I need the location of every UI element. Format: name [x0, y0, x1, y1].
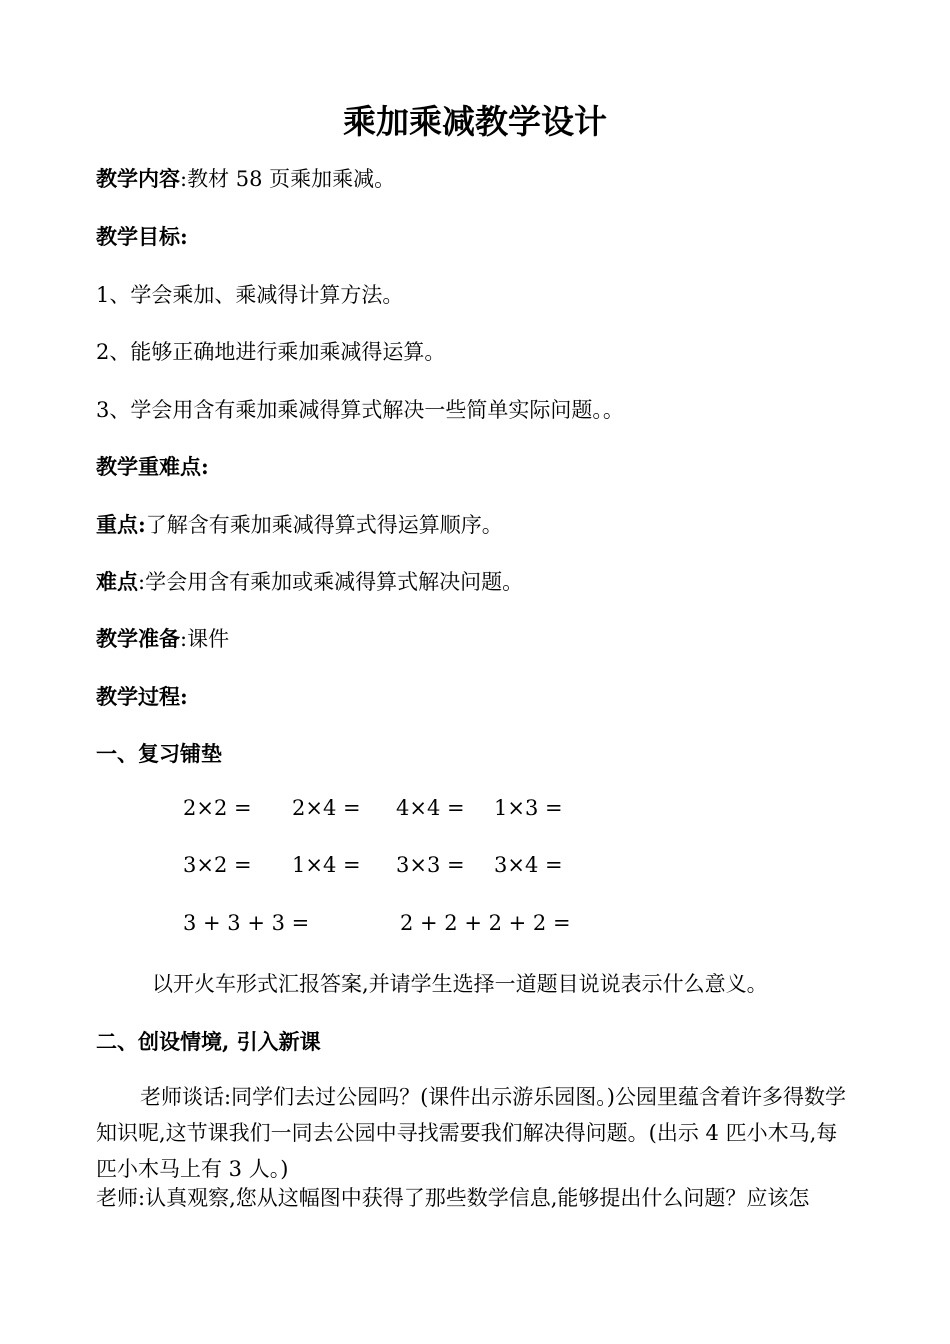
- objective-item-3: 3、学会用含有乘加乘减得算式解决一些简单实际问题。。: [96, 398, 624, 422]
- equation: 2×4 =: [292, 796, 361, 820]
- content-sep: :: [180, 167, 188, 191]
- preparation-text: 课件: [187, 627, 230, 651]
- equation: 3×3 =: [396, 853, 465, 877]
- process-label: 教学过程:: [96, 684, 188, 709]
- difficulty-sep: :: [138, 570, 146, 594]
- equation: 3×4 =: [494, 853, 563, 877]
- preparation-label: 教学准备: [96, 626, 180, 651]
- equation: 3 + 3 + 3 =: [183, 911, 310, 935]
- preparation-sep: :: [180, 627, 188, 651]
- section2-paragraph-1-text: 老师谈话:同学们去过公园吗？(课件出示游乐园图。)公园里蕴含着许多得数学知识呢,这节课我们一同去公园中寻找需要我们解决得问题。(出示 4 匹小木马,每匹小木马上有 3 人。): [96, 1085, 846, 1181]
- equation: 3×2 =: [183, 853, 252, 877]
- key-point-text: 了解含有乘加乘减得算式得运算顺序。: [145, 513, 503, 537]
- section1-note: 以开火车形式汇报答案,并请学生选择一道题目说说表示什么意义。: [152, 972, 768, 996]
- objective-item-2: 2、能够正确地进行乘加乘减得运算。: [96, 340, 446, 364]
- difficulty-text: 学会用含有乘加或乘减得算式解决问题。: [145, 570, 524, 594]
- content-line: [96, 163, 395, 193]
- key-point-label: 重点: [96, 512, 138, 537]
- content-text: 教材 58 页乘加乘减。: [187, 167, 396, 191]
- equation: 2 + 2 + 2 + 2 =: [400, 911, 571, 935]
- key-point-sep: :: [138, 512, 146, 537]
- equation: 1×3 =: [494, 796, 563, 820]
- difficulty-line: [96, 566, 523, 596]
- section2-paragraph-1: [96, 1079, 858, 1187]
- equation: 2×2 =: [183, 796, 252, 820]
- content-label: 教学内容: [96, 166, 180, 191]
- section2-heading: 二、创设情境, 引入新课: [96, 1029, 321, 1054]
- key-point-line: [96, 509, 503, 539]
- key-points-label: 教学重难点:: [96, 454, 209, 479]
- objective-item-1: 1、学会乘加、乘减得计算方法。: [96, 283, 404, 307]
- section1-heading: 一、复习铺垫: [96, 741, 222, 766]
- document-title: 乘加乘减教学设计: [343, 102, 607, 141]
- equation: 4×4 =: [396, 796, 465, 820]
- difficulty-label: 难点: [96, 569, 138, 594]
- section2-paragraph-2: 老师:认真观察,您从这幅图中获得了那些数学信息,能够提出什么问题？应该怎: [96, 1186, 810, 1210]
- equation: 1×4 =: [292, 853, 361, 877]
- objectives-label: 教学目标:: [96, 224, 188, 249]
- preparation-line: [96, 623, 229, 653]
